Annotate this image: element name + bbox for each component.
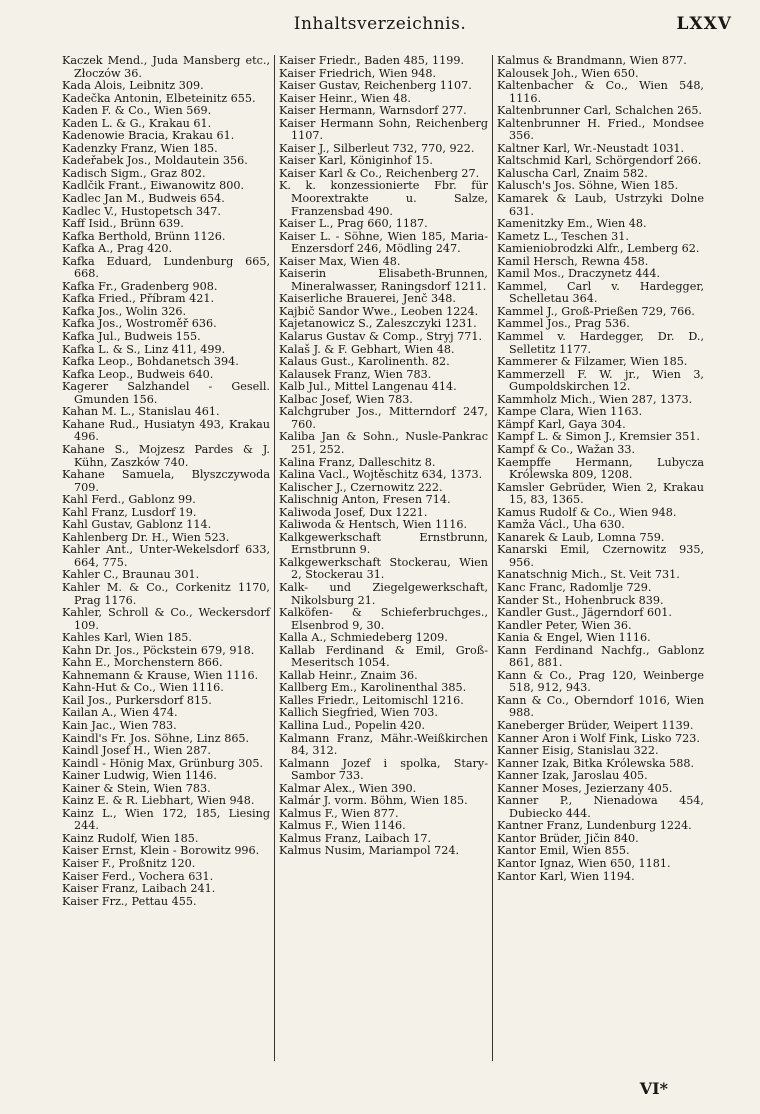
page-title: Inhaltsverzeichnis. <box>293 14 467 34</box>
index-entry: Kalk- und Ziegelgewerkschaft, Nikolsburg 21. <box>279 580 488 607</box>
index-entry: Kaiser Ferd., Vochera 631. <box>62 869 214 883</box>
index-entry: Kalmus Franz, Laibach 17. <box>279 831 432 845</box>
index-entry: Kanner Moses, Jezierzany 405. <box>497 781 673 795</box>
index-entry: Kahl Ferd., Gablonz 99. <box>62 493 196 507</box>
index-entry: Kandler Gust., Jägerndorf 601. <box>497 606 672 620</box>
index-entry: Kaliwoda Josef, Dux 1221. <box>279 505 428 519</box>
index-entry: Kalmus Nusim, Mariampol 724. <box>279 844 460 858</box>
index-entry: Kahane S., Mojzesz Pardes & J. Kühn, Zaszków 740. <box>62 442 270 469</box>
index-entry: Kantor Karl, Wien 1194. <box>497 869 635 883</box>
index-entry: Kaltenbrunner Carl, Schalchen 265. <box>497 104 702 118</box>
index-entry: Kallina Lud., Popelin 420. <box>279 718 426 732</box>
index-entry: Kallab Heinr., Znaim 36. <box>279 668 418 682</box>
index-entry: Kajbič Sandor Wwe., Leoben 1224. <box>279 304 479 318</box>
index-entry: Kafka Jul., Budweis 155. <box>62 330 201 344</box>
index-entry: Kafka Fr., Gradenberg 908. <box>62 279 218 293</box>
index-entry: Kalb Jul., Mittel Langenau 414. <box>279 380 457 394</box>
index-entry: Kahane Samuela, Blyszczywoda 709. <box>62 468 270 494</box>
index-entry: Kamenitzky Em., Wien 48. <box>497 217 647 231</box>
index-entry: Kail Jos., Purkersdorf 815. <box>62 693 212 707</box>
index-entry: Kadečka Antonin, Elbeteinitz 655. <box>62 91 256 105</box>
index-entry: Kantner Franz, Lundenburg 1224. <box>497 819 692 833</box>
index-entry: Kalchgruber Jos., Mitterndorf 247, 760. <box>279 405 488 431</box>
index-entry: Kain Jac., Wien 783. <box>62 718 177 732</box>
index-entry: Kamil Mos., Draczynetz 444. <box>497 267 661 281</box>
index-entry: Kagerer Salzhandel - Gesell. Gmunden 156. <box>62 380 270 406</box>
index-entry: Kamža Václ., Uha 630. <box>497 518 625 532</box>
index-entry: Kalausek Franz, Wien 783. <box>279 367 432 381</box>
index-entry: Kämpf Karl, Gaya 304. <box>497 417 626 431</box>
index-entry: Kahl Gustav, Gablonz 114. <box>62 518 212 532</box>
index-entry: Kahlenberg Dr. H., Wien 523. <box>62 530 230 544</box>
page-header <box>0 14 760 44</box>
index-entry: Kahn-Hut & Co., Wien 1116. <box>62 681 224 695</box>
index-entry: K. k. konzessionierte Fbr. für Moorextrakte u. Salze, Franzensbad 490. <box>279 179 488 218</box>
index-entry: Kahan M. L., Stanislau 461. <box>62 405 220 419</box>
index-entry: Kammerzell F. W. jr., Wien 3, Gumpoldskirchen 12. <box>497 367 704 394</box>
index-entry: Kammel, Carl v. Hardegger, Schelletau 364. <box>497 279 704 306</box>
index-entry: Kaiser Hermann Sohn, Reichenberg 1107. <box>279 116 488 143</box>
index-entry: Kalmus & Brandmann, Wien 877. <box>497 55 687 67</box>
index-entry: Kafka Berthold, Brünn 1126. <box>62 229 226 243</box>
index-entry: Kann Ferdinand Nachfg., Gablonz 861, 881. <box>497 643 704 670</box>
index-column-1 <box>58 55 275 1061</box>
index-entry: Kaindl - Hönig Max, Grünburg 305. <box>62 756 264 770</box>
index-entry: Kander St., Hohenbruck 839. <box>497 593 664 607</box>
index-entry: Kalmus F., Wien 877. <box>279 806 399 820</box>
index-entry: Kalaš J. & F. Gebhart, Wien 48. <box>279 342 455 356</box>
index-entry: Kaindl Josef H., Wien 287. <box>62 744 211 758</box>
index-entry: Kahnemann & Krause, Wien 1116. <box>62 668 259 682</box>
index-entry: Kaiser Heinr., Wien 48. <box>279 91 411 105</box>
index-entry: Kainer & Stein, Wien 783. <box>62 781 211 795</box>
index-entry: Kantor Emil, Wien 855. <box>497 844 630 858</box>
index-entry: Kamarek & Laub, Ustrzyki Dolne 631. <box>497 192 704 218</box>
index-entry: Kaliba Jan & Sohn., Nusle-Pankrac 251, 252. <box>279 430 488 456</box>
index-entry: Kammel Jos., Prag 536. <box>497 317 630 331</box>
index-entry: Kafka Eduard, Lundenburg 665, 668. <box>62 254 270 281</box>
index-entry: Kalkgewerkschaft Stockerau, Wien 2, Stockerau 31. <box>279 555 488 582</box>
index-entry: Kaluscha Carl, Znaim 582. <box>497 166 648 180</box>
index-entry: Kalina Vacl., Wojtěschitz 634, 1373. <box>279 468 483 482</box>
index-entry: Kainz E. & R. Liebhart, Wien 948. <box>62 794 255 808</box>
index-entry: Kanarski Emil, Czernowitz 935, 956. <box>497 543 704 569</box>
page-number: LXXV <box>676 14 732 34</box>
index-entry: Kalischnig Anton, Fresen 714. <box>279 493 451 507</box>
index-columns <box>58 55 708 1061</box>
index-entry: Kaltenbacher & Co., Wien 548, 1116. <box>497 79 704 105</box>
index-entry: Kammel J., Groß-Prießen 729, 766. <box>497 304 695 318</box>
index-entry: Kanner P., Nienadowa 454, Dubiecko 444. <box>497 794 704 820</box>
index-entry: Kaiser Frz., Pettau 455. <box>62 894 197 908</box>
index-entry: Kadlec V., Hustopetsch 347. <box>62 204 221 218</box>
index-entry: Kainer Ludwig, Wien 1146. <box>62 769 217 783</box>
index-entry: Kallab Ferdinand & Emil, Groß-Meseritsch 1054. <box>279 643 488 670</box>
index-entry: Kaiser J., Silberleut 732, 770, 922. <box>279 141 475 155</box>
index-entry: Kalischer J., Czernowitz 222. <box>279 480 443 494</box>
index-entry: Kahles Karl, Wien 185. <box>62 631 192 645</box>
index-entry: Kaiserliche Brauerei, Jenč 348. <box>279 292 456 306</box>
index-entry: Kalmar Alex., Wien 390. <box>279 781 417 795</box>
index-entry: Kalla A., Schmiedeberg 1209. <box>279 631 448 645</box>
index-entry: Kann & Co., Oberndorf 1016, Wien 988. <box>497 693 704 720</box>
index-entry: Kaiserin Elisabeth-Brunnen, Mineralwasser, Raningsdorf 1211. <box>279 267 488 293</box>
index-entry: Kammel v. Hardegger, Dr. D., Selletitz 1177. <box>497 330 704 356</box>
index-entry: Kaiser L., Prag 660, 1187. <box>279 217 428 231</box>
index-entry: Kajetanowicz S., Zaleszczyki 1231. <box>279 317 477 331</box>
index-entry: Kaiser Franz, Laibach 241. <box>62 882 216 896</box>
index-entry: Kadlec Jan M., Budweis 654. <box>62 192 225 206</box>
index-entry: Kahler, Schroll & Co., Weckersdorf 109. <box>62 606 270 632</box>
index-entry: Kahl Franz, Lusdorf 19. <box>62 505 197 519</box>
index-entry: Kaempffe Hermann, Lubycza Królewska 809, 1208. <box>497 455 704 482</box>
index-entry: Kailan A., Wien 474. <box>62 706 178 720</box>
index-entry: Kallich Siegfried, Wien 703. <box>279 706 438 720</box>
index-entry: Kalousek Joh., Wien 650. <box>497 66 639 80</box>
index-entry: Kametz L., Teschen 31. <box>497 229 629 243</box>
index-entry: Kaden F. & Co., Wien 569. <box>62 104 212 118</box>
index-entry: Kamieniobrodzki Alfr., Lemberg 62. <box>497 242 700 256</box>
index-entry: Kantor Brüder, Jičin 840. <box>497 831 639 845</box>
index-entry: Kahler C., Braunau 301. <box>62 568 200 582</box>
index-entry: Kahane Rud., Husiatyn 493, Krakau 496. <box>62 417 270 444</box>
index-entry: Kampf L. & Simon J., Kremsier 351. <box>497 430 700 444</box>
index-entry: Kainz Rudolf, Wien 185. <box>62 831 199 845</box>
index-entry: Kallberg Em., Karolinenthal 385. <box>279 681 467 695</box>
index-entry: Kaiser Karl, Königinhof 15. <box>279 154 433 168</box>
index-entry: Kalmár J. vorm. Böhm, Wien 185. <box>279 794 468 808</box>
index-entry: Kaiser Karl & Co., Reichenberg 27. <box>279 166 480 180</box>
index-entry: Kamus Rudolf & Co., Wien 948. <box>497 505 677 519</box>
index-entry: Kalköfen- & Schieferbruchges., Elsenbrod 9, 30. <box>279 606 488 632</box>
index-entry: Kalmus F., Wien 1146. <box>279 819 406 833</box>
index-entry: Kann & Co., Prag 120, Weinberge 518, 912, 943. <box>497 668 704 695</box>
index-entry: Kalbac Josef, Wien 783. <box>279 392 413 406</box>
index-entry: Kalkgewerkschaft Ernstbrunn, Ernstbrunn 9. <box>279 530 488 557</box>
index-entry: Kaiser Max, Wien 48. <box>279 254 401 268</box>
index-entry: Kaneberger Brüder, Weipert 1139. <box>497 718 694 732</box>
index-entry: Kaiser F., Proßnitz 120. <box>62 857 196 870</box>
index-entry: Kaiser Friedrich, Wien 948. <box>279 66 437 80</box>
index-entry: Kaczek Mend., Juda Mansberg etc., Złoczów 36. <box>62 55 270 80</box>
signature-mark: VI* <box>639 1079 668 1098</box>
index-entry: Kaiser Ernst, Klein - Borowitz 996. <box>62 844 260 858</box>
index-entry: Kafka A., Prag 420. <box>62 242 173 256</box>
index-entry: Kaltner Karl, Wr.-Neustadt 1031. <box>497 141 685 155</box>
index-entry: Kampe Clara, Wien 1163. <box>497 405 643 419</box>
index-entry: Kafka Jos., Wostroměř 636. <box>62 317 217 331</box>
index-entry: Kandler Peter, Wien 36. <box>497 618 632 632</box>
index-entry: Kanner Izak, Jaroslau 405. <box>497 769 648 783</box>
index-entry: Kanatschnig Mich., St. Veit 731. <box>497 568 680 582</box>
index-entry: Kafka Fried., Příbram 421. <box>62 292 215 306</box>
index-entry: Kahn E., Morchenstern 866. <box>62 656 223 670</box>
index-entry: Kadenzky Franz, Wien 185. <box>62 141 218 155</box>
index-entry: Kalles Friedr., Leitomischl 1216. <box>279 693 464 707</box>
index-entry: Kahn Dr. Jos., Pöckstein 679, 918. <box>62 643 255 657</box>
index-entry: Kada Alois, Leibnitz 309. <box>62 79 204 93</box>
index-entry: Kalaus Gust., Karolinenth. 82. <box>279 355 450 369</box>
index-entry: Kafka Leop., Bohdanetsch 394. <box>62 355 239 369</box>
index-entry: Kammerer & Filzamer, Wien 185. <box>497 355 688 369</box>
index-entry: Kaiser Hermann, Warnsdorf 277. <box>279 104 467 118</box>
index-entry: Kaiser L. - Söhne, Wien 185, Maria-Enzersdorf 246, Mödling 247. <box>279 229 488 256</box>
index-entry: Kanner Eisig, Stanislau 322. <box>497 744 659 758</box>
index-entry: Kantor Ignaz, Wien 650, 1181. <box>497 857 671 870</box>
index-entry: Kalmann Franz, Mähr.-Weißkirchen 84, 312. <box>279 731 488 758</box>
index-entry: Kafka Jos., Wolin 326. <box>62 304 187 318</box>
index-entry: Kahler M. & Co., Corkenitz 1170, Prag 1176. <box>62 580 270 607</box>
index-entry: Kalmann Jozef i spolka, Stary-Sambor 733. <box>279 756 488 783</box>
index-entry: Kaliwoda & Hentsch, Wien 1116. <box>279 518 468 532</box>
index-entry: Kadisch Sigm., Graz 802. <box>62 166 206 180</box>
index-entry: Kanc Franc, Radomlje 729. <box>497 580 652 594</box>
index-entry: Kaltenbrunner H. Fried., Mondsee 356. <box>497 116 704 143</box>
index-entry: Kamil Hersch, Rewna 458. <box>497 254 649 268</box>
index-entry: Kamsler Gebrüder, Wien 2, Krakau 15, 83, 1365. <box>497 480 704 507</box>
index-entry: Kampf & Co., Wažan 33. <box>497 442 636 456</box>
index-column-2 <box>275 55 493 1061</box>
index-entry: Kanner Izak, Bitka Królewska 588. <box>497 756 695 770</box>
index-entry: Kafka Leop., Budweis 640. <box>62 367 214 381</box>
index-entry: Kaiser Friedr., Baden 485, 1199. <box>279 55 465 67</box>
index-entry: Kadenowie Bracia, Krakau 61. <box>62 129 235 143</box>
index-entry: Kalarus Gustav & Comp., Stryj 771. <box>279 330 483 344</box>
index-entry: Kaiser Gustav, Reichenberg 1107. <box>279 79 472 93</box>
index-entry: Kahler Ant., Unter-Wekelsdorf 633, 664, 775. <box>62 543 270 569</box>
index-entry: Kadlčik Frant., Eiwanowitz 800. <box>62 179 245 193</box>
index-entry: Kalusch's Jos. Söhne, Wien 185. <box>497 179 679 193</box>
index-entry: Kaltschmid Karl, Schörgendorf 266. <box>497 154 702 168</box>
index-entry: Kainz L., Wien 172, 185, Liesing 244. <box>62 806 270 833</box>
index-entry: Kadeřabek Jos., Moldautein 356. <box>62 154 248 168</box>
index-entry: Kalina Franz, Dalleschitz 8. <box>279 455 436 469</box>
index-entry: Kaindl's Fr. Jos. Söhne, Linz 865. <box>62 731 250 745</box>
index-entry: Kania & Engel, Wien 1116. <box>497 631 651 645</box>
index-entry: Kaff Isid., Brünn 639. <box>62 217 184 231</box>
index-entry: Kanner Aron i Wolf Fink, Lisko 723. <box>497 731 700 745</box>
index-entry: Kanarek & Laub, Lomna 759. <box>497 530 665 544</box>
index-entry: Kafka L. & S., Linz 411, 499. <box>62 342 226 356</box>
index-entry: Kaden L. & G., Krakau 61. <box>62 116 212 130</box>
index-column-3 <box>493 55 708 1061</box>
index-entry: Kammholz Mich., Wien 287, 1373. <box>497 392 693 406</box>
